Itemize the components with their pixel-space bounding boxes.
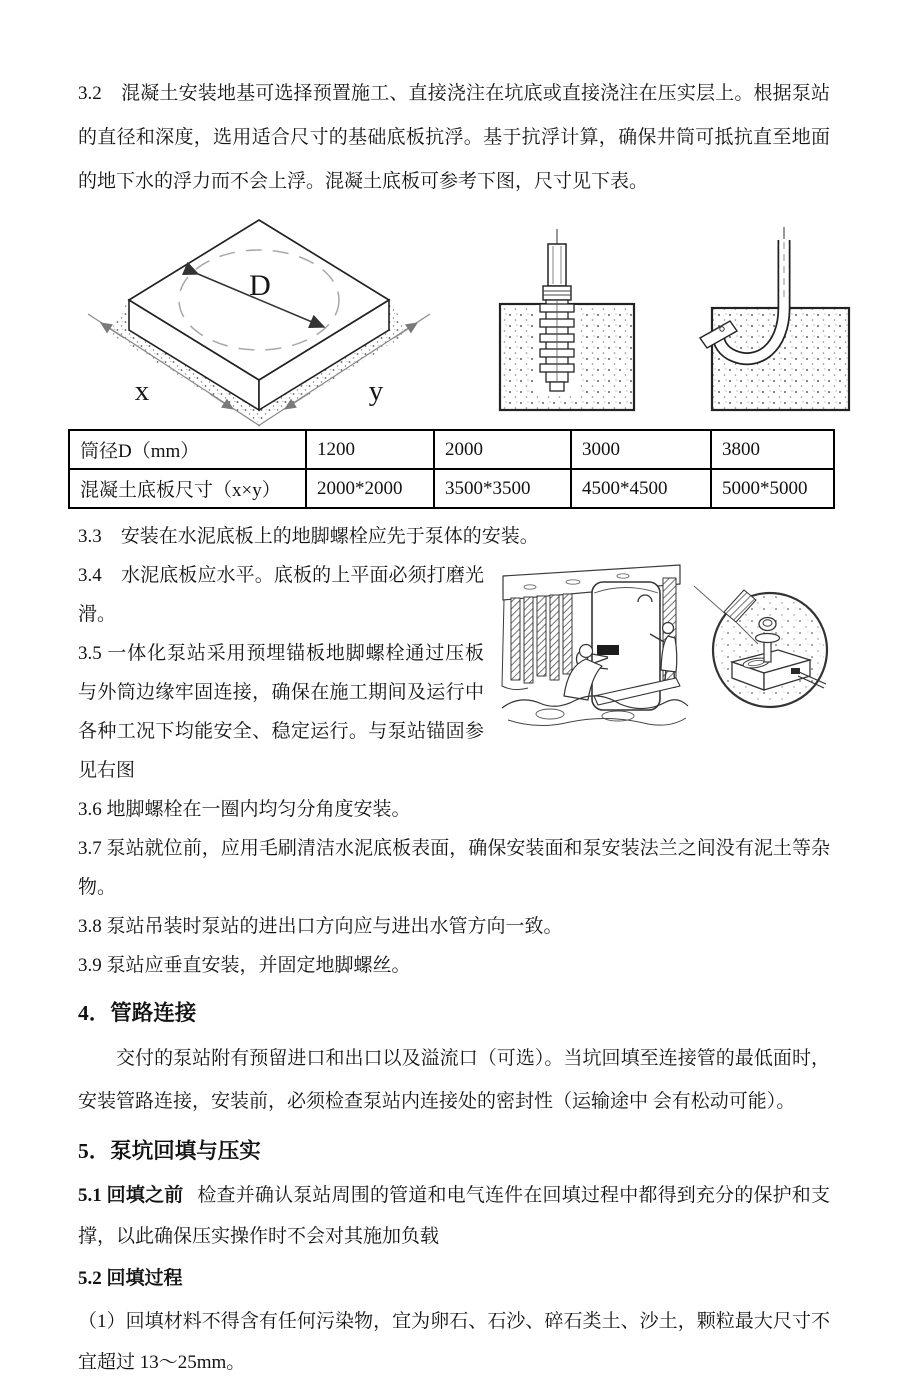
installation-figure	[498, 558, 830, 736]
diameter-label: D	[249, 269, 271, 302]
item-5-1	[78, 1175, 830, 1257]
base-plate-size-table	[68, 429, 835, 509]
table-cell: 3500*3500	[434, 469, 571, 508]
paragraph-3-2: 3.2 混凝土安装地基可选择预置施工、直接浇注在坑底或直接浇注在压实层上。根据泵站的直径和深度，选用适合尺寸的基础底板抗浮。基于抗浮计算，确保井筒可抵抗直至地面的地下水的浮力而不会上浮。混凝土底板可参考下图，尺寸见下表。	[78, 83, 830, 192]
paragraph-4: 交付的泵站附有预留进口和出口以及溢流口（可选）。当坑回填至连接管的最低面时，安装管路连接，安装前，必须检查泵站内连接处的密封性（运输途中 会有松动可能）。	[78, 1048, 830, 1112]
table-cell: 2000*2000	[306, 469, 434, 508]
table-cell: 1200	[306, 430, 434, 469]
table-cell: 混凝土底板尺寸（x×y）	[69, 469, 306, 508]
table-cell: 2000	[434, 430, 571, 469]
item-3-3: 3.3 安装在水泥底板上的地脚螺栓应先于泵体的安装。	[78, 526, 539, 547]
table-cell: 筒径D（mm）	[69, 430, 306, 469]
table-row	[69, 469, 834, 508]
item-5-1-text: 检查并确认泵站周围的管道和电气连件在回填过程中都得到充分的保护和支撑，以此确保压实操作时不会对其施加负载	[78, 1185, 830, 1247]
base-plate-drawing	[84, 208, 474, 423]
expansion-anchor-bolt-drawing	[500, 229, 634, 410]
item-5-2-1: （1）回填材料不得含有任何污染物，宜为卵石、石沙、碎石类土、沙土，颗粒最大尺寸不宜超过 13～25mm。	[78, 1311, 830, 1373]
table-cell: 5000*5000	[711, 469, 834, 508]
table-cell: 4500*4500	[571, 469, 711, 508]
item-3-5: 3.5 一体化泵站采用预埋锚板地脚螺栓通过压板与外筒边缘牢固连接，确保在施工期间及运行中各种工况下均能安全、稳定运行。与泵站锚固参见右图	[78, 643, 484, 781]
section-4-heading: 4．管路连接	[78, 1001, 197, 1025]
item-3-6: 3.6 地脚螺栓在一圈内均匀分角度安装。	[78, 799, 411, 820]
pump-station-pit-drawing	[498, 558, 830, 736]
item-3-8: 3.8 泵站吊装时泵站的进出口方向应与进出水管方向一致。	[78, 916, 563, 937]
j-anchor-bolt-drawing	[700, 227, 849, 410]
item-3-7: 3.7 泵站就位前，应用毛刷清洁水泥底板表面，确保安装面和泵安装法兰之间没有泥土等杂物。	[78, 838, 830, 898]
table-row	[69, 430, 834, 469]
section-5-heading: 5．泵坑回填与压实	[78, 1139, 261, 1163]
figure-row	[78, 208, 830, 423]
anchor-bolts-drawing	[486, 224, 864, 420]
table-cell: 3000	[571, 430, 711, 469]
table-cell: 3800	[711, 430, 834, 469]
width-label: x	[134, 375, 150, 407]
item-3-4: 3.4 水泥底板应水平。底板的上平面必须打磨光滑。	[78, 565, 484, 625]
depth-label: y	[368, 375, 384, 407]
anchor-clamp-detail-drawing	[694, 586, 827, 707]
item-3-9: 3.9 泵站应垂直安装，并固定地脚螺丝。	[78, 955, 411, 976]
heading-5-2: 5.2 回填过程	[78, 1268, 183, 1289]
item-5-1-label: 5.1 回填之前	[78, 1185, 184, 1206]
